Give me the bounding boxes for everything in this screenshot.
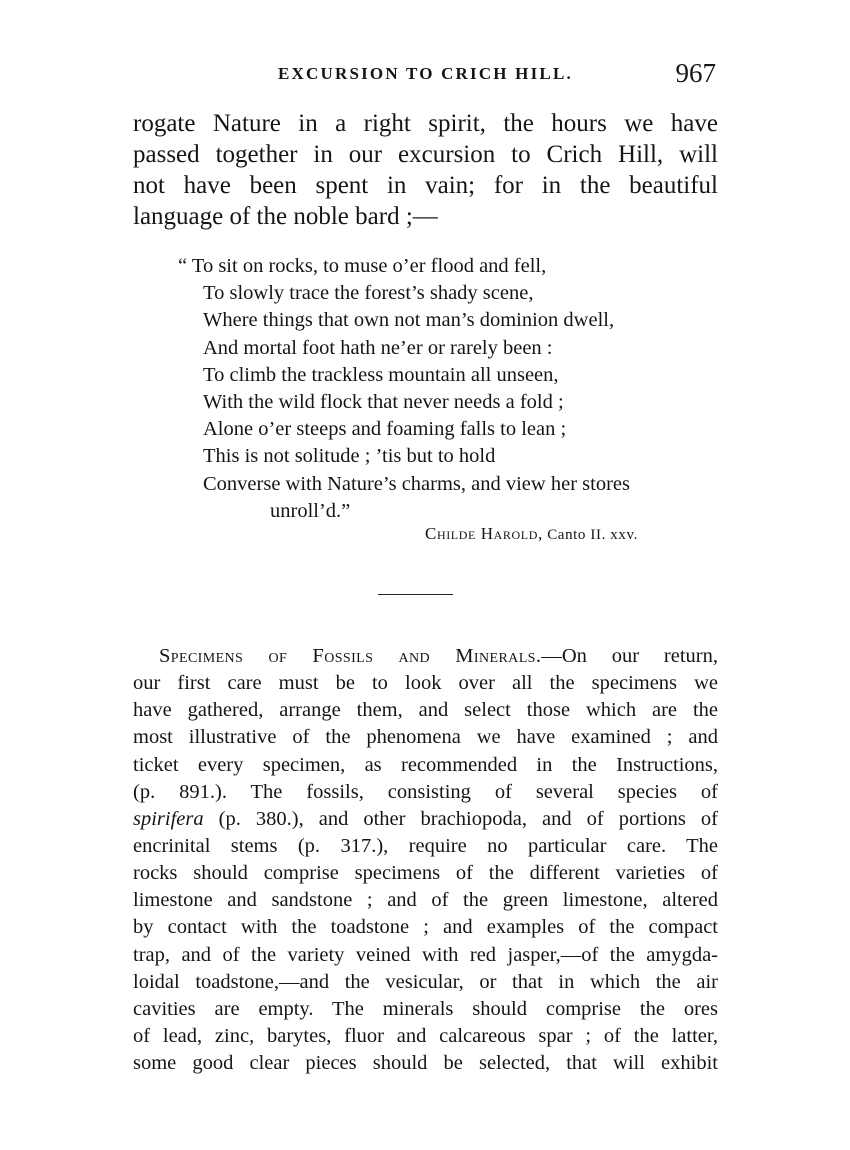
- verse-line: “ To sit on rocks, to muse o’er flood and fell,: [178, 255, 547, 277]
- verse-line: Alone o’er steeps and foaming falls to lean ;: [203, 418, 567, 441]
- verse-line: And mortal foot hath ne’er or rarely been :: [203, 336, 553, 359]
- heading-continuation: —On our return,: [541, 645, 718, 667]
- text-line: (p. 891.). The fossils, consisting of several species of: [133, 780, 718, 803]
- text-line: limestone and sandstone ; and of the green limestone, altered: [133, 889, 718, 912]
- text-line: most illustrative of the phenomena we have examined ; and: [133, 726, 718, 749]
- quote-attribution: [425, 524, 638, 544]
- opening-paragraph: [133, 108, 718, 232]
- verse-quotation: [178, 253, 718, 525]
- text-line: cavities are empty. The minerals should comprise the ores: [133, 997, 718, 1020]
- running-title: EXCURSION TO CRICH HILL.: [278, 64, 573, 83]
- section-heading: Specimens of Fossils and Minerals.: [159, 645, 542, 667]
- running-header: [133, 58, 718, 90]
- line-continuation: (p. 380.), and other brachiopoda, and of portions of: [203, 807, 718, 830]
- text-line: not have been spent in vain; for in the beautiful: [133, 172, 718, 199]
- text-line: language of the noble bard ;—: [133, 203, 438, 230]
- text-line: some good clear pieces should be selected, that will exhibit: [133, 1052, 718, 1075]
- verse-line: With the wild flock that never needs a fold ;: [203, 390, 564, 413]
- text-line: passed together in our excursion to Crich Hill, will: [133, 141, 718, 168]
- attribution-reference: Canto II. xxv.: [547, 527, 638, 543]
- verse-line: Converse with Nature’s charms, and view her stores: [203, 472, 630, 495]
- text-line: rocks should comprise specimens of the different varieties of: [133, 862, 718, 885]
- text-line: trap, and of the variety veined with red jasper,—of the amygda-: [133, 943, 718, 966]
- attribution-work: Childe Harold,: [425, 524, 543, 543]
- text-line: rogate Nature in a right spirit, the hours we have: [133, 110, 718, 137]
- verse-line: unroll’d.”: [270, 499, 351, 522]
- text-line: ticket every specimen, as recommended in the Instructions,: [133, 753, 718, 776]
- text-line: encrinital stems (p. 317.), require no particular care. The: [133, 834, 718, 857]
- text-line: have gathered, arrange them, and select those which are the: [133, 699, 718, 722]
- verse-line: Where things that own not man’s dominion dwell,: [203, 309, 615, 332]
- text-line: our first care must be to look over all the specimens we: [133, 672, 718, 695]
- verse-line: To climb the trackless mountain all unseen,: [203, 363, 559, 386]
- text-line: by contact with the toadstone ; and examples of the compact: [133, 916, 718, 939]
- text-line: of lead, zinc, barytes, fluor and calcareous spar ; of the latter,: [133, 1024, 718, 1047]
- text-line: loidal toadstone,—and the vesicular, or that in which the air: [133, 970, 718, 993]
- page-number: 967: [675, 58, 716, 88]
- italic-term: spirifera: [133, 807, 204, 830]
- text-line: [133, 643, 718, 670]
- verse-line: To slowly trace the forest’s shady scene,: [203, 282, 534, 305]
- section-divider: [378, 594, 453, 595]
- text-line: [133, 806, 718, 833]
- verse-line: This is not solitude ; ’tis but to hold: [203, 445, 496, 468]
- fossils-section: [133, 643, 718, 1077]
